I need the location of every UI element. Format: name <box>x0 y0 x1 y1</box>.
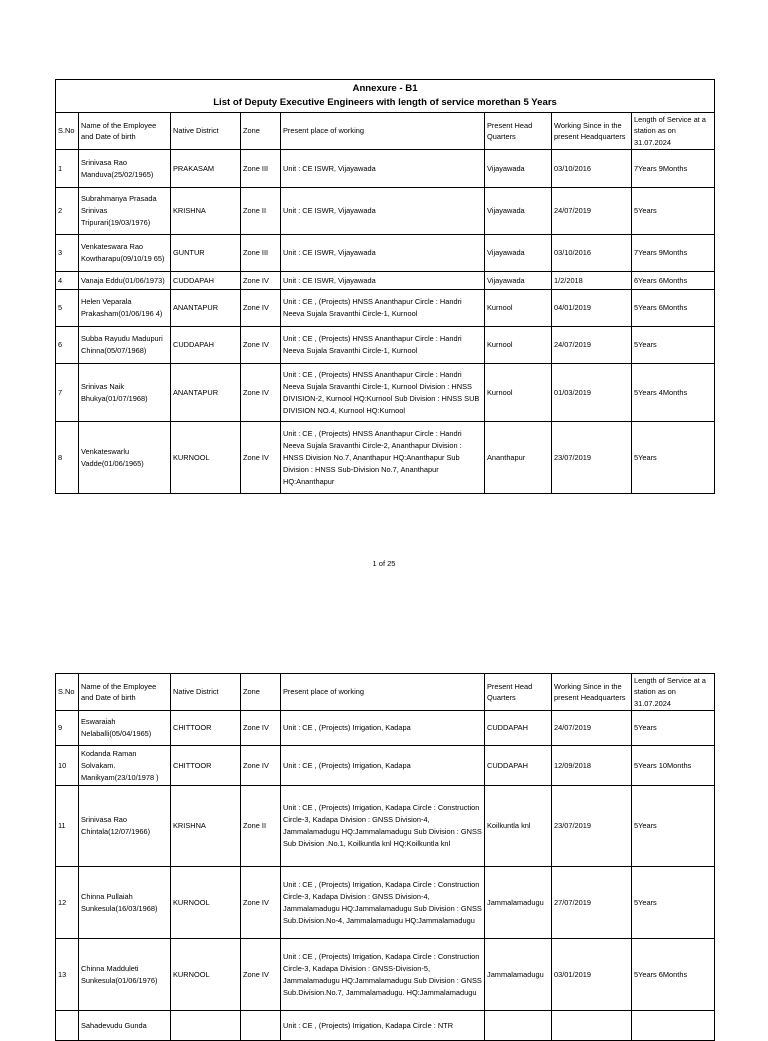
cell-native-district: CHITTOOR <box>171 746 241 786</box>
cell-length-of-service: 5Years <box>632 711 715 746</box>
cell-sno: 2 <box>56 188 79 235</box>
cell-present-place: Unit : CE , (Projects) Irrigation, Kadapa <box>281 711 485 746</box>
table-row <box>56 188 715 235</box>
cell-present-place: Unit : CE ISWR, Vijayawada <box>281 188 485 235</box>
header-hq: Present Head Quarters <box>485 674 552 711</box>
cell-head-quarters: Ananthapur <box>485 422 552 494</box>
cell-sno: 5 <box>56 290 79 327</box>
cell-employee-name: Chinna Madduleti Sunkesula(01/06/1976) <box>79 939 171 1011</box>
cell-native-district: ANANTAPUR <box>171 290 241 327</box>
cell-zone: Zone IV <box>241 711 281 746</box>
table-header-row <box>56 674 715 711</box>
cell-head-quarters: Vijayawada <box>485 235 552 272</box>
cell-employee-name: Srinivasa Rao Manduva(25/02/1965) <box>79 150 171 188</box>
header-zone: Zone <box>241 113 281 150</box>
cell-employee-name: Sahadevudu Gunda <box>79 1011 171 1041</box>
cell-present-place: Unit : CE , (Projects) HNSS Ananthapur Circle : Handri Neeva Sujala Sravanthi Circle-2, Ananthapur Division : HNSS Division No.7, Ananthapur HQ:Ananthapur Sub Division : HNSS Sub-Division No.7, Ananthapur HQ:Ananthapur <box>281 422 485 494</box>
cell-zone <box>241 1011 281 1041</box>
cell-sno: 9 <box>56 711 79 746</box>
cell-head-quarters: Kurnool <box>485 364 552 422</box>
header-hq: Present Head Quarters <box>485 113 552 150</box>
cell-employee-name: Venkateswarlu Vadde(01/06/1965) <box>79 422 171 494</box>
cell-sno <box>56 1011 79 1041</box>
cell-employee-name: Chinna Pullaiah Sunkesula(16/03/1968) <box>79 867 171 939</box>
header-length: Length of Service at a station as on 31.07.2024 <box>632 674 715 711</box>
cell-head-quarters: Kurnool <box>485 327 552 364</box>
cell-employee-name: Subrahmanya Prasada Srinivas Tripurari(19/03/1976) <box>79 188 171 235</box>
table-row <box>56 290 715 327</box>
cell-present-place: Unit : CE , (Projects) Irrigation, Kadapa Circle : Construction Circle-3, Kadapa Division : GNSS-Division-5, Jammalamadugu HQ:Jammalamadugu Sub Division : GNSS Sub.Division.No.7, Jammalamadugu. HQ:Jammalamadugu <box>281 939 485 1011</box>
cell-working-since: 27/07/2019 <box>552 867 632 939</box>
header-since: Working Since in the present Headquarters <box>552 113 632 150</box>
annexure-subtitle: List of Deputy Executive Engineers with length of service morethan 5 Years <box>213 97 557 108</box>
table-row <box>56 746 715 786</box>
cell-working-since <box>552 1011 632 1041</box>
table-body-page-1 <box>56 150 715 494</box>
cell-length-of-service: 5Years <box>632 786 715 867</box>
cell-head-quarters: Kurnool <box>485 290 552 327</box>
cell-employee-name: Vanaja Eddu(01/06/1973) <box>79 272 171 290</box>
cell-head-quarters: Jammalamadugu <box>485 867 552 939</box>
cell-present-place: Unit : CE , (Projects) HNSS Ananthapur Circle : Handri Neeva Sujala Sravanthi Circle-1, Kurnool <box>281 327 485 364</box>
table-row <box>56 867 715 939</box>
cell-native-district: KRISHNA <box>171 188 241 235</box>
cell-present-place: Unit : CE , (Projects) Irrigation, Kadapa Circle : NTR <box>281 1011 485 1041</box>
cell-sno: 3 <box>56 235 79 272</box>
table-header-row <box>56 113 715 150</box>
cell-sno: 4 <box>56 272 79 290</box>
cell-length-of-service: 5Years 6Months <box>632 939 715 1011</box>
cell-length-of-service: 6Years 6Months <box>632 272 715 290</box>
table-row <box>56 272 715 290</box>
cell-working-since: 12/09/2018 <box>552 746 632 786</box>
table-row <box>56 786 715 867</box>
document-page-2 <box>0 640 768 1030</box>
cell-length-of-service: 5Years 10Months <box>632 746 715 786</box>
table-row <box>56 1011 715 1041</box>
cell-native-district: CUDDAPAH <box>171 327 241 364</box>
header-district: Native District <box>171 674 241 711</box>
cell-employee-name: Helen Veparala Prakasham(01/06/196 4) <box>79 290 171 327</box>
header-since: Working Since in the present Headquarters <box>552 674 632 711</box>
cell-employee-name: Srinivasa Rao Chintala(12/07/1966) <box>79 786 171 867</box>
table-row <box>56 422 715 494</box>
annexure-heading <box>56 80 715 113</box>
cell-zone: Zone III <box>241 150 281 188</box>
cell-length-of-service: 7Years 9Months <box>632 150 715 188</box>
cell-sno: 8 <box>56 422 79 494</box>
cell-sno: 6 <box>56 327 79 364</box>
cell-zone: Zone IV <box>241 746 281 786</box>
cell-working-since: 24/07/2019 <box>552 188 632 235</box>
table-row <box>56 364 715 422</box>
cell-zone: Zone IV <box>241 272 281 290</box>
cell-sno: 1 <box>56 150 79 188</box>
cell-zone: Zone IV <box>241 939 281 1011</box>
header-zone: Zone <box>241 674 281 711</box>
table-row <box>56 150 715 188</box>
cell-head-quarters: Vijayawada <box>485 272 552 290</box>
cell-present-place: Unit : CE , (Projects) Irrigation, Kadapa Circle : Construction Circle-3, Kadapa Division : GNSS Division-4, Jammalamadugu HQ:Jammalamadugu Sub Division : GNSS Sub.Division.No-4, Jammalamadugu HQ:Jammalamadugu <box>281 867 485 939</box>
annexure-title: Annexure - B1 <box>352 83 418 94</box>
cell-working-since: 1/2/2018 <box>552 272 632 290</box>
cell-native-district: KURNOOL <box>171 867 241 939</box>
table-row <box>56 327 715 364</box>
cell-working-since: 01/03/2019 <box>552 364 632 422</box>
header-place: Present place of working <box>281 113 485 150</box>
cell-length-of-service: 7Years 9Months <box>632 235 715 272</box>
cell-length-of-service: 5Years <box>632 188 715 235</box>
cell-employee-name: Kodanda Raman Solvakam. Manikyam(23/10/1978 ) <box>79 746 171 786</box>
cell-sno: 11 <box>56 786 79 867</box>
cell-present-place: Unit : CE , (Projects) HNSS Ananthapur Circle : Handri Neeva Sujala Sravanthi Circle-1, Kurnool <box>281 290 485 327</box>
cell-working-since: 24/07/2019 <box>552 711 632 746</box>
cell-employee-name: Eswaraiah Nelaballi(05/04/1965) <box>79 711 171 746</box>
cell-length-of-service: 5Years 4Months <box>632 364 715 422</box>
cell-zone: Zone IV <box>241 422 281 494</box>
header-name: Name of the Employee and Date of birth <box>79 674 171 711</box>
cell-sno: 7 <box>56 364 79 422</box>
cell-head-quarters: Vijayawada <box>485 188 552 235</box>
cell-working-since: 23/07/2019 <box>552 422 632 494</box>
table-row <box>56 235 715 272</box>
cell-head-quarters: Vijayawada <box>485 150 552 188</box>
page-number: 1 of 25 <box>372 559 396 568</box>
cell-native-district: KURNOOL <box>171 939 241 1011</box>
cell-employee-name: Venkateswara Rao Kowtharapu(09/10/19 65) <box>79 235 171 272</box>
cell-native-district: CUDDAPAH <box>171 272 241 290</box>
cell-native-district: ANANTAPUR <box>171 364 241 422</box>
cell-sno: 13 <box>56 939 79 1011</box>
cell-zone: Zone II <box>241 188 281 235</box>
cell-zone: Zone IV <box>241 290 281 327</box>
cell-zone: Zone IV <box>241 867 281 939</box>
cell-zone: Zone IV <box>241 327 281 364</box>
cell-working-since: 23/07/2019 <box>552 786 632 867</box>
cell-head-quarters <box>485 1011 552 1041</box>
cell-length-of-service: 5Years <box>632 327 715 364</box>
cell-native-district: PRAKASAM <box>171 150 241 188</box>
table-row <box>56 939 715 1011</box>
cell-length-of-service <box>632 1011 715 1041</box>
cell-present-place: Unit : CE ISWR, Vijayawada <box>281 235 485 272</box>
cell-present-place: Unit : CE ISWR, Vijayawada <box>281 272 485 290</box>
header-sno: S.No <box>56 113 79 150</box>
cell-zone: Zone III <box>241 235 281 272</box>
header-place: Present place of working <box>281 674 485 711</box>
cell-native-district <box>171 1011 241 1041</box>
deputy-engineers-table-page-2 <box>55 673 715 1041</box>
header-sno: S.No <box>56 674 79 711</box>
cell-zone: Zone II <box>241 786 281 867</box>
cell-zone: Zone IV <box>241 364 281 422</box>
header-district: Native District <box>171 113 241 150</box>
cell-present-place: Unit : CE , (Projects) Irrigation, Kadapa <box>281 746 485 786</box>
deputy-engineers-table-page-1 <box>55 79 715 494</box>
cell-working-since: 03/10/2016 <box>552 150 632 188</box>
cell-head-quarters: Jammalamadugu <box>485 939 552 1011</box>
cell-length-of-service: 5Years <box>632 422 715 494</box>
cell-head-quarters: CUDDAPAH <box>485 746 552 786</box>
header-name: Name of the Employee and Date of birth <box>79 113 171 150</box>
table-body-page-2 <box>56 711 715 1041</box>
cell-sno: 12 <box>56 867 79 939</box>
cell-working-since: 03/01/2019 <box>552 939 632 1011</box>
header-length: Length of Service at a station as on 31.07.2024 <box>632 113 715 150</box>
cell-working-since: 24/07/2019 <box>552 327 632 364</box>
cell-head-quarters: Koilkuntla knl <box>485 786 552 867</box>
cell-length-of-service: 5Years <box>632 867 715 939</box>
cell-length-of-service: 5Years 6Months <box>632 290 715 327</box>
cell-present-place: Unit : CE , (Projects) HNSS Ananthapur Circle : Handri Neeva Sujala Sravanthi Circle-1, Kurnool Division : HNSS DIVISION-2, Kurnool HQ:Kurnool Sub Division : HNSS SUB DIVISION NO.4, Kurnool HQ:Kurnool <box>281 364 485 422</box>
cell-head-quarters: CUDDAPAH <box>485 711 552 746</box>
cell-present-place: Unit : CE ISWR, Vijayawada <box>281 150 485 188</box>
cell-native-district: CHITTOOR <box>171 711 241 746</box>
cell-employee-name: Subba Rayudu Madupuri Chinna(05/07/1968) <box>79 327 171 364</box>
cell-native-district: GUNTUR <box>171 235 241 272</box>
table-row <box>56 711 715 746</box>
cell-working-since: 03/10/2016 <box>552 235 632 272</box>
cell-employee-name: Srinivas Naik Bhukya(01/07/1968) <box>79 364 171 422</box>
cell-present-place: Unit : CE , (Projects) Irrigation, Kadapa Circle : Construction Circle-3, Kadapa Division : GNSS Division-4, Jammalamadugu HQ:Jammalamadugu Sub Division : GNSS Sub Division .No.1, Koilkuntla knl HQ:Koilkuntla knl <box>281 786 485 867</box>
cell-native-district: KURNOOL <box>171 422 241 494</box>
cell-native-district: KRISHNA <box>171 786 241 867</box>
cell-working-since: 04/01/2019 <box>552 290 632 327</box>
cell-sno: 10 <box>56 746 79 786</box>
